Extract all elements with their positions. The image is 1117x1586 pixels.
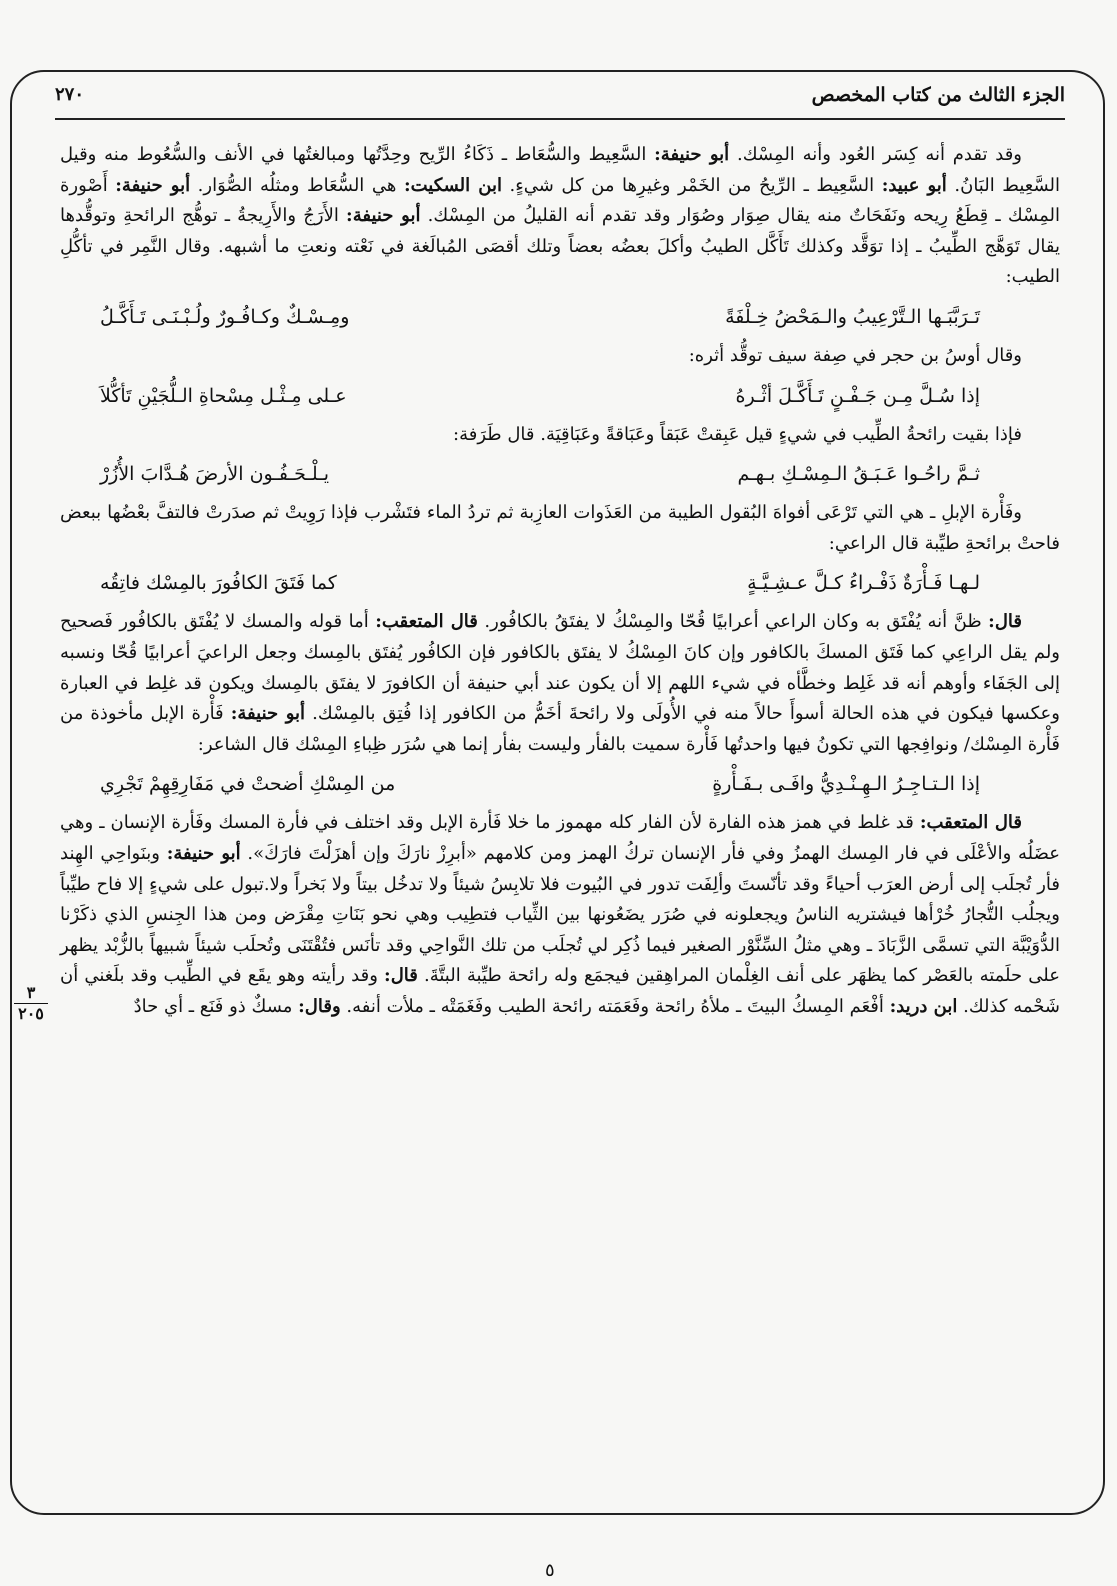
margin-ref-bottom: ٢٠٥: [18, 1004, 44, 1023]
header-divider: [55, 118, 1065, 120]
text-run: هي السُّعَاط ومثلُه الصُّوَار.: [190, 174, 404, 196]
text-run: وبنَواحِي الهِند فأر تُجلَب إلى أرض العرَب أحياءً وقد تأنّستَ وألِفَت تدور في البُيوت فلا تلابِسُ شيئاً ولا تدخُل بيتاً ولا بَخراً ولا.تبول على شيءٍ إلا فاح طيِّباً ويجلُب التُّجارُ خُرْأها فيشتريه الناسُ ويجعلونه في صُرَر يضَعُونها بين الثِّياب فتطِيب وهي نحو بَنَاتِ مِقْرَض ومن هذا الجِنسِ الذي ذكَرْنا الدُّوَيْبَّة التي تسمَّى الزَّبَادَ ـ وهي مثلُ السِّنَّوْر الصغير فيما ذُكِر لي تُجلَب من تلك النَّواحِي وقد تأنَس فتُقْتَنَى وتُحلَب شيئاً شبيهاً بالزُّبْد يظهر على حلَمته بالعَصْر كما يظهَر على أنف الغِلْمان المراهِقين فيجمَع وله رائحة طيِّبة البتَّةَ.: [60, 842, 1060, 987]
verse-second-hemistich: ومِـسْـكٌ وكـافُـورٌ ولُـبْـنَـى تَـأَكَّـلُ: [100, 305, 350, 328]
text-run: الأَرَجُ والأَرِيجةُ ـ توهُّج الرائحةِ وتوقُّدها يقال تَوَهَّج الطِّيبُ ـ إذا توَقَّد وكذلك تَأَكَّل الطيبُ وأكلَ بعضُه بعضاً وتلك أقصَى المُبالَغة في نَعْته ونعتِ ما أشبهه. وقال النَّمِر في تأكُّلِ الطيب:: [60, 205, 1060, 288]
speaker-name: أبو حنيفة:: [654, 144, 730, 165]
speaker-name: أبو حنيفة:: [230, 703, 306, 725]
text-run: أفْعَم المِسكُ البيتَ ـ ملأهُ رائحة وفَعَمَته رائحة الطيب وفَغَمَتْه ـ ملأت أنفه.: [340, 995, 890, 1017]
verse-first-hemistich: إذا سُـلَّ مِـن جَـفْـنٍ تَـأَكَّـلَ أثْـرهُ: [735, 384, 980, 407]
text-run: السَّعِيط ـ الرِّيحُ من الخَمْر وغيرِها من كل شيءٍ.: [502, 174, 882, 196]
text-run: فَأْرة الإبل مأخوذة من فَأْرة المِسْك/ ونوافِجها التي تكونُ فيها واحدتُها فَأْرة سميت بالفأر وليست بفأر إنما هي سُرَر ظِباءِ المِسْك قال الشاعر:: [60, 703, 1060, 755]
verse-4: [60, 568, 1060, 598]
margin-ref-top: ٣: [14, 985, 48, 1004]
verse-second-hemistich: من المِسْكِ أضحتْ في مَفَارِقِهِمْ تَجْرِي: [100, 773, 396, 796]
paragraph-1: [60, 140, 1060, 293]
paragraph-5: [60, 607, 1060, 760]
verse-first-hemistich: إذا الـتـاجِـرُ الـهِـنْـدِيُّ وافَـى بـفَـأْرةٍ: [712, 773, 980, 796]
header-title: الجزء الثالث من كتاب المخصص: [811, 84, 1065, 106]
text-run: قد غلط في همز هذه الفارة لأن الفار كله مهموز ما خلا فَأرة الإبل وقد اختلف في فأرة المسك وفَأرة الإنسان ـ وهي عضَلُه والأعْلَى في فار المِسك الهمزُ وفي فأر الإنسان تركُ الهمز ومن كلامهم «أبرِزْ نارَكَ وإن أهزَلْتَ فارَكَ».: [60, 812, 1060, 864]
verse-first-hemistich: تَـرَبَّبَـها الـتَّرْعِيبُ والـمَحْضُ خِـلْفَةً: [725, 305, 980, 328]
speaker-name: قال المتعقب:: [375, 611, 478, 633]
text-run: وقد تقدم أنه كِسَر العُود وأنه المِسْك.: [729, 144, 1022, 165]
speaker-name: قال المتعقب:: [919, 812, 1022, 834]
paragraph-4: وفَأْرة الإبلِ ـ هي التي تَرْعَى أفواهَ البُقول الطيبة من العَذَوات العازِبة ثم تردُ الماء فتَشْرب فإذا رَوِيتْ ثم صدَرتْ فالتفَّ بعْضُها ببعض فاحتْ برائحةِ طيِّبة قال الراعي:: [60, 502, 1060, 554]
verse-second-hemistich: عـلى مِـثْـل مِسْحاةِ الـلُّجَيْنِ تَأكُّلاَ: [100, 384, 347, 407]
verse-1: [60, 302, 1060, 332]
paragraph-2: وقال أوسُ بن حجر في صِفة سيف توقُّد أثره:: [688, 344, 1022, 366]
text-run: ظنَّ أنه يُفْتَق به وكان الراعي أعرابيًا قُحّا والمِسْكُ لا يفتَقُ بالكافُور.: [477, 611, 989, 633]
speaker-name: قال:: [988, 611, 1022, 633]
margin-page-reference: [14, 985, 48, 1022]
speaker-name: أبو حنيفة:: [166, 842, 241, 864]
speaker-name: ابن دريد:: [889, 995, 958, 1017]
running-header: [55, 80, 1065, 118]
speaker-name: أبو حنيفة:: [346, 205, 421, 227]
verse-second-hemistich: كما فَتَقَ الكافُورَ بالمِسْك فاتِقُه: [100, 572, 337, 595]
text-run: وقد رأيته وهو يقَع في الطِّيب وقد بلَغني أن شَحْمه كذلك.: [60, 965, 1060, 1017]
speaker-name: أبو حنيفة:: [115, 174, 191, 196]
verse-3: [60, 459, 1060, 489]
verse-5: [60, 769, 1060, 799]
paragraph-3: فإذا بقيت رائحةُ الطِّيب في شيءٍ قيل عَبِقتْ عَبَقاً وعَبَاقةً وعَبَاقِيَة. قال طَرَفة:: [453, 423, 1022, 445]
speaker-name: أبو عبيد:: [881, 174, 947, 196]
speaker-name: قال:: [384, 965, 418, 987]
page-body: [60, 140, 1060, 1022]
page-number: ٢٧٠: [55, 84, 85, 105]
verse-first-hemistich: لـهـا فَـأْرَةٌ ذَفْـراءُ كـلَّ عـشِـيَّـةٍ: [747, 572, 980, 595]
text-run: مسكٌ ذو فَنَع ـ أي حادٌ: [133, 995, 299, 1017]
footer-mark: ٥: [545, 1560, 555, 1581]
speaker-name: وقال:: [298, 995, 341, 1017]
verse-first-hemistich: ثـمَّ راحُـوا عَـبَـقُ الـمِسْـكِ بـهـم: [737, 463, 980, 486]
text-run: أَصْورة المِسْك ـ قِطَعُ رِيحه ونَفَحَاتٌ منه يقال صِوَار وصُوَار وقد تقدم أنه القليلُ من المِسْك.: [60, 174, 1060, 227]
text-run: السَّعِيط والسُّعَاط ـ ذَكَاءُ الرِّيح وحِدَّتُها ومبالغتُها في الأنف والسُّعُوط منه وقيل السَّعِيط البَانُ.: [60, 144, 1061, 196]
paragraph-6: [60, 808, 1060, 1022]
text-run: أما قوله والمسك لا يُفْتَق بالكافُور فَصحيح ولم يقل الراعِي كما فَتَق المسكَ بالكافور وإن كانَ المِسْكُ لا يفتَق بالكافور فإن الكافُور يُفتَق بالمِسك وجعل الراعيَ أعرابيًا قُحّا ونسبه إلى الجَفَاء وأوهم أنه قد غَلِط وخطَّأه في شيء اللهم إلا أن يكون عند أبي حنيفة أن الكافورَ لا يفتَق بالمِسك ويكون قد غلِط في العبارة وعكسها فيكون في هذه الحالة أسوأَ حالاً منه في الأُولَى ولا رائحةَ أخَمُّ من الكافور إذا فُتِق بالمِسْك.: [60, 611, 1060, 725]
verse-second-hemistich: يـلْـحَـفُـون الأرضَ هُـدَّابَ الأُزُرْ: [100, 463, 330, 486]
verse-2: [60, 381, 1060, 411]
speaker-name: ابن السكيت:: [403, 174, 502, 196]
